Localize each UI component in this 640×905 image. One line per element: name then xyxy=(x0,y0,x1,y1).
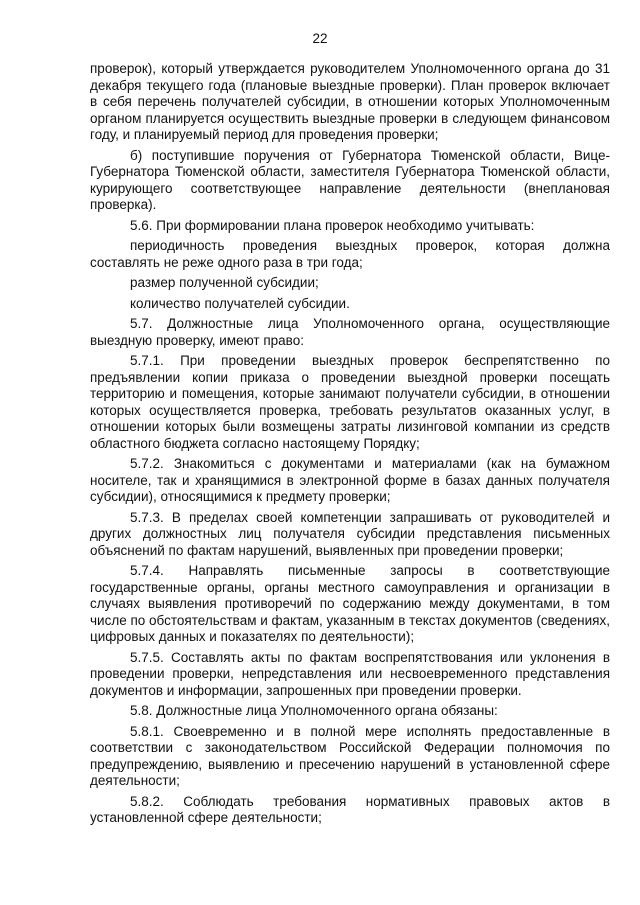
paragraph-plan-description: проверок), который утверждается руководителем Уполномоченного органа до 31 декабря текущего года (плановые выездные проверки). План проверок включает в себя перечень получателей субсидии, в отношении которых Уполномоченным органом планируется осуществить выездные проверки в следующем финансовом году, и планируемый период для проведения проверки; xyxy=(90,61,610,142)
paragraph-5-7-2: 5.7.2. Знакомиться с документами и материалами (как на бумажном носителе, так и хранящимися в электронной форме в базах данных получателя субсидии), относящимися к предмету проверки; xyxy=(90,456,610,504)
paragraph-5-8-2: 5.8.2. Соблюдать требования нормативных правовых актов в установленной сфере деятельности; xyxy=(90,793,610,825)
paragraph-5-7-3: 5.7.3. В пределах своей компетенции запрашивать от руководителей и других должностных лиц получателя субсидии представления письменных объяснений по фактам нарушений, выявленных при проведении проверки; xyxy=(90,509,610,558)
document-body xyxy=(90,61,610,831)
paragraph-5-8: 5.8. Должностные лица Уполномоченного органа обязаны: xyxy=(130,703,498,718)
paragraph-subsidy-size: размер полученной субсидии; xyxy=(130,275,319,290)
paragraph-5-8-1: 5.8.1. Своевременно и в полной мере исполнять предоставленные в соответствии с законодательством Российской Федерации полномочия по предупреждению, выявлению и пресечению нарушений в установленной сфере деятельности; xyxy=(90,723,610,788)
paragraph-5-7-1: 5.7.1. При проведении выездных проверок беспрепятственно по предъявлении копии приказа о проведении выездной проверки посещать территорию и помещения, которые занимают получатели субсидии, в отношении которых осуществляется проверка, требовать результатов оказанных услуг, в отношении которых были возмещены затраты лизинговой компании из средств областного бюджета согласно настоящему Порядку; xyxy=(90,353,610,451)
paragraph-5-7: 5.7. Должностные лица Уполномоченного органа, осуществляющие выездную проверку, имеют право: xyxy=(90,316,610,348)
paragraph-5-7-4: 5.7.4. Направлять письменные запросы в соответствующие государственные органы, органы местного самоуправления и организации в случаях выявления противоречий по содержанию между документами, в том числе по обстоятельствам и фактам, указанным в текстах документов (сведениях, цифровых данных и показателях по деятельности); xyxy=(90,563,610,644)
paragraph-periodicity: периодичность проведения выездных проверок, которая должна составлять не реже одного раза в три года; xyxy=(90,238,610,270)
paragraph-5-6: 5.6. При формировании плана проверок необходимо учитывать: xyxy=(130,217,535,233)
paragraph-unscheduled-inspection: б) поступившие поручения от Губернатора Тюменской области, Вице-Губернатора Тюменской области, заместителя Губернатора Тюменской области, курирующего соответствующее направление деятельности (внеплановая проверка). xyxy=(90,147,610,212)
paragraph-recipient-count: количество получателей субсидии. xyxy=(130,295,350,311)
paragraph-5-7-5: 5.7.5. Составлять акты по фактам воспрепятствования или уклонения в проведении проверки, непредставления или несвоевременного представления документов и информации, запрошенных при проведении проверки. xyxy=(90,649,610,698)
page-number: 22 xyxy=(312,31,328,46)
